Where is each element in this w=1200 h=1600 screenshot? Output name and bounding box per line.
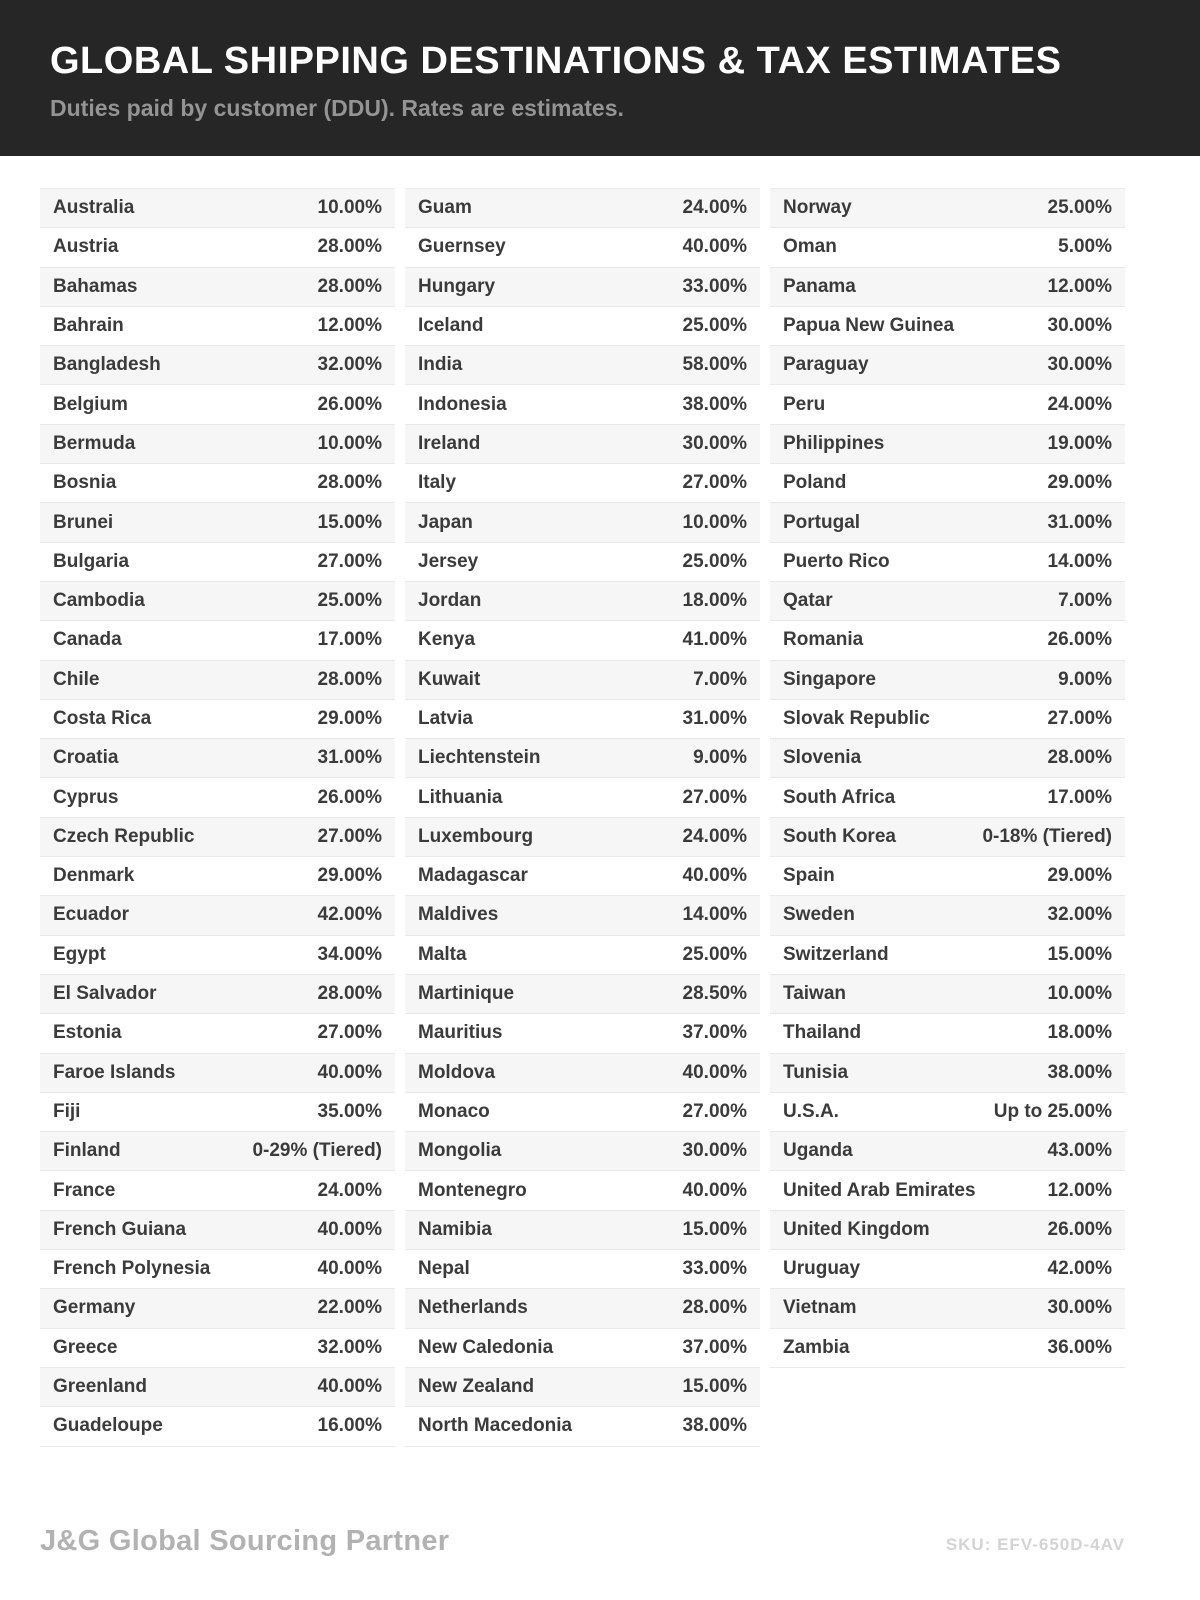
table-row: [770, 818, 1125, 857]
table-row: [405, 1132, 760, 1171]
table-row: [40, 1054, 395, 1093]
table-row: [770, 857, 1125, 896]
tax-rate: 29.00%: [317, 708, 382, 729]
tax-rate: 32.00%: [317, 1336, 382, 1358]
page-subtitle: Duties paid by customer (DDU). Rates are estimates.: [50, 95, 624, 121]
country-name: Estonia: [53, 1022, 122, 1044]
country-name: Martinique: [418, 983, 515, 1005]
tax-rate: 33.00%: [682, 275, 747, 297]
country-name: Belgium: [53, 393, 128, 415]
table-row: [40, 425, 395, 464]
tax-rate: 40.00%: [317, 1376, 382, 1398]
table-row: [770, 543, 1125, 582]
table-row: [405, 464, 760, 503]
country-name: North Macedonia: [418, 1415, 573, 1437]
tax-rate: 32.00%: [1047, 904, 1112, 926]
tax-rate: 0-29% (Tiered): [252, 1140, 382, 1162]
tax-rate: 30.00%: [682, 432, 747, 454]
country-name: Greenland: [53, 1376, 147, 1398]
table-row: [405, 228, 760, 267]
table-row: [40, 778, 395, 817]
tax-rate: 40.00%: [682, 236, 747, 258]
tax-rate: 9.00%: [693, 747, 747, 769]
country-name: Tunisia: [783, 1061, 849, 1083]
table-row: [405, 503, 760, 542]
tax-rate: 28.00%: [317, 983, 382, 1005]
tax-rate: 12.00%: [317, 315, 382, 337]
tax-rate: 10.00%: [1047, 983, 1112, 1005]
table-row: [40, 503, 395, 542]
country-name: Kenya: [418, 629, 476, 651]
country-name: Canada: [53, 629, 122, 651]
tax-rate: 14.00%: [1047, 550, 1112, 572]
country-name: French Polynesia: [53, 1258, 211, 1280]
tax-rate: 27.00%: [317, 1022, 382, 1044]
tax-rate: 25.00%: [682, 315, 747, 337]
table-row: [40, 1211, 395, 1250]
rates-column-1: [40, 188, 395, 1447]
tax-rate: 28.00%: [317, 275, 382, 297]
rates-column-2: [405, 188, 760, 1447]
tax-rate: 40.00%: [317, 1218, 382, 1240]
table-row: [405, 189, 760, 228]
tax-rate: 40.00%: [682, 1179, 747, 1201]
country-name: Cambodia: [53, 590, 145, 612]
table-row: [770, 739, 1125, 778]
country-name: South Korea: [783, 825, 896, 847]
country-name: Bahrain: [53, 315, 124, 337]
table-row: [770, 503, 1125, 542]
country-name: Qatar: [783, 590, 833, 612]
table-row: [40, 1171, 395, 1210]
country-name: Panama: [783, 275, 856, 297]
table-row: [770, 700, 1125, 739]
country-name: Czech Republic: [53, 825, 195, 847]
table-row: [770, 621, 1125, 660]
tax-rate: 7.00%: [1058, 590, 1112, 612]
tax-rate: 24.00%: [682, 825, 747, 847]
country-name: Iceland: [418, 315, 484, 337]
tax-rate: 27.00%: [682, 786, 747, 808]
table-row: [405, 936, 760, 975]
table-row: [405, 1329, 760, 1368]
country-name: Ireland: [418, 432, 481, 454]
country-name: Switzerland: [783, 943, 889, 965]
tax-rate: 32.00%: [317, 354, 382, 376]
tax-rate: 31.00%: [1047, 511, 1112, 533]
tax-rate: 16.00%: [317, 1415, 382, 1437]
tax-rate: 25.00%: [682, 943, 747, 965]
country-name: Australia: [53, 197, 135, 219]
tax-rate: 41.00%: [682, 629, 747, 651]
table-row: [40, 1368, 395, 1407]
tax-rate: 26.00%: [1047, 629, 1112, 651]
country-name: Taiwan: [783, 983, 846, 1005]
page-footer: [0, 1525, 1200, 1558]
tax-rate: 29.00%: [317, 865, 382, 887]
country-name: Faroe Islands: [53, 1061, 176, 1083]
country-name: French Guiana: [53, 1218, 187, 1240]
table-row: [770, 385, 1125, 424]
table-row: [405, 857, 760, 896]
table-row: [405, 1054, 760, 1093]
country-name: Poland: [783, 472, 847, 494]
country-name: Ecuador: [53, 904, 130, 926]
country-name: Austria: [53, 236, 119, 258]
country-name: Netherlands: [418, 1297, 528, 1319]
tax-rate: 24.00%: [317, 1179, 382, 1201]
country-name: Bosnia: [53, 472, 117, 494]
tax-rate: 15.00%: [1047, 943, 1112, 965]
table-row: [770, 464, 1125, 503]
tax-rate: 15.00%: [682, 1218, 747, 1240]
table-row: [40, 896, 395, 935]
country-name: Slovenia: [783, 747, 862, 769]
tax-rate: 30.00%: [1047, 1297, 1112, 1319]
table-row: [770, 1289, 1125, 1328]
country-name: South Africa: [783, 786, 896, 808]
table-row: [40, 1329, 395, 1368]
country-name: Italy: [418, 472, 457, 494]
country-name: El Salvador: [53, 983, 157, 1005]
country-name: Egypt: [53, 943, 106, 965]
tax-rate: 30.00%: [682, 1140, 747, 1162]
tax-rate: 40.00%: [682, 865, 747, 887]
tax-rate: 27.00%: [1047, 708, 1112, 729]
country-name: Hungary: [418, 275, 496, 297]
country-name: Bahamas: [53, 275, 138, 297]
table-row: [40, 228, 395, 267]
country-name: Romania: [783, 629, 864, 651]
table-row: [40, 1407, 395, 1446]
country-name: Japan: [418, 511, 473, 533]
tax-rate: 31.00%: [682, 708, 747, 729]
table-row: [40, 582, 395, 621]
table-row: [40, 1289, 395, 1328]
table-row: [405, 778, 760, 817]
table-row: [405, 1407, 760, 1446]
country-name: India: [418, 354, 463, 376]
table-row: [405, 975, 760, 1014]
country-name: Mauritius: [418, 1022, 503, 1044]
country-name: Zambia: [783, 1336, 850, 1358]
country-name: Sweden: [783, 904, 855, 926]
page-title: GLOBAL SHIPPING DESTINATIONS & TAX ESTIMATES: [50, 40, 1062, 82]
table-row: [40, 464, 395, 503]
table-row: [405, 307, 760, 346]
tax-rate: 26.00%: [317, 393, 382, 415]
country-name: Peru: [783, 393, 826, 415]
country-name: Jordan: [418, 590, 482, 612]
tax-rate: 29.00%: [1047, 472, 1112, 494]
country-name: Mongolia: [418, 1140, 502, 1162]
tax-rate: 15.00%: [682, 1376, 747, 1398]
tax-rate: 12.00%: [1047, 1179, 1112, 1201]
country-name: Puerto Rico: [783, 550, 890, 572]
tax-rate: 17.00%: [1047, 786, 1112, 808]
tax-rate: 5.00%: [1058, 236, 1112, 258]
country-name: Jersey: [418, 550, 479, 572]
tax-rate: 42.00%: [1047, 1258, 1112, 1280]
country-name: Brunei: [53, 511, 114, 533]
tax-rate: 40.00%: [682, 1061, 747, 1083]
rates-column-3: [770, 188, 1125, 1368]
country-name: Spain: [783, 865, 835, 887]
table-row: [770, 425, 1125, 464]
country-name: Namibia: [418, 1218, 492, 1240]
country-name: New Zealand: [418, 1376, 535, 1398]
tax-rate: 40.00%: [317, 1258, 382, 1280]
tax-rate: 27.00%: [317, 825, 382, 847]
tax-rate: 24.00%: [682, 197, 747, 219]
table-row: [405, 268, 760, 307]
table-row: [770, 936, 1125, 975]
country-name: Malta: [418, 943, 467, 965]
tax-rate: 31.00%: [317, 747, 382, 769]
table-row: [40, 700, 395, 739]
country-name: Liechtenstein: [418, 747, 541, 769]
table-row: [770, 268, 1125, 307]
tax-rate: 38.00%: [1047, 1061, 1112, 1083]
table-row: [770, 1329, 1125, 1368]
tax-rate: 18.00%: [1047, 1022, 1112, 1044]
tax-rate: 10.00%: [317, 432, 382, 454]
tax-rate: 30.00%: [1047, 315, 1112, 337]
table-row: [770, 896, 1125, 935]
country-name: Latvia: [418, 708, 473, 729]
tax-rate: 10.00%: [682, 511, 747, 533]
tax-rate: 15.00%: [317, 511, 382, 533]
country-name: Bangladesh: [53, 354, 161, 376]
country-name: France: [53, 1179, 116, 1201]
tax-rate: 10.00%: [317, 197, 382, 219]
tax-rate: 12.00%: [1047, 275, 1112, 297]
table-row: [40, 857, 395, 896]
tax-rate: 14.00%: [682, 904, 747, 926]
table-row: [40, 1250, 395, 1289]
country-name: Cyprus: [53, 786, 119, 808]
tax-rate: 19.00%: [1047, 432, 1112, 454]
country-name: Norway: [783, 197, 852, 219]
tax-rate: 26.00%: [317, 786, 382, 808]
table-row: [770, 1054, 1125, 1093]
table-row: [405, 896, 760, 935]
table-row: [770, 975, 1125, 1014]
table-row: [770, 778, 1125, 817]
tax-rate: 22.00%: [317, 1297, 382, 1319]
country-name: Denmark: [53, 865, 135, 887]
table-row: [770, 189, 1125, 228]
tax-rate: 18.00%: [682, 590, 747, 612]
tax-rate: 24.00%: [1047, 393, 1112, 415]
country-name: Madagascar: [418, 865, 528, 887]
table-row: [770, 228, 1125, 267]
table-row: [770, 1093, 1125, 1132]
tax-rate: 58.00%: [682, 354, 747, 376]
table-row: [770, 661, 1125, 700]
country-name: Monaco: [418, 1100, 490, 1122]
table-row: [405, 582, 760, 621]
table-row: [40, 739, 395, 778]
tax-rate: 29.00%: [1047, 865, 1112, 887]
table-row: [40, 621, 395, 660]
country-name: Montenegro: [418, 1179, 527, 1201]
country-name: Bulgaria: [53, 550, 130, 572]
table-row: [770, 1211, 1125, 1250]
table-row: [770, 1014, 1125, 1053]
table-row: [40, 975, 395, 1014]
table-row: [405, 621, 760, 660]
country-name: Singapore: [783, 668, 876, 690]
table-row: [405, 739, 760, 778]
tax-rate: 9.00%: [1058, 668, 1112, 690]
country-name: Chile: [53, 668, 100, 690]
tax-rate: 28.00%: [317, 236, 382, 258]
table-row: [405, 661, 760, 700]
table-row: [405, 818, 760, 857]
tax-rate: 27.00%: [682, 1100, 747, 1122]
tax-rate: 25.00%: [682, 550, 747, 572]
tax-rate: 27.00%: [317, 550, 382, 572]
table-row: [40, 1093, 395, 1132]
country-name: Luxembourg: [418, 825, 534, 847]
table-row: [770, 582, 1125, 621]
tax-rate: 7.00%: [693, 668, 747, 690]
country-name: Greece: [53, 1336, 118, 1358]
tax-rate: 34.00%: [317, 943, 382, 965]
table-row: [40, 189, 395, 228]
tax-rate: 25.00%: [317, 590, 382, 612]
country-name: Fiji: [53, 1100, 81, 1122]
tax-rate: 28.00%: [682, 1297, 747, 1319]
country-name: Uruguay: [783, 1258, 861, 1280]
table-row: [770, 1132, 1125, 1171]
country-name: Croatia: [53, 747, 119, 769]
tax-rate: 0-18% (Tiered): [982, 825, 1112, 847]
country-name: Nepal: [418, 1258, 470, 1280]
table-row: [405, 1211, 760, 1250]
tax-rate: 36.00%: [1047, 1336, 1112, 1358]
tax-rate: 37.00%: [682, 1022, 747, 1044]
country-name: Philippines: [783, 432, 885, 454]
table-row: [40, 346, 395, 385]
tax-rate: 26.00%: [1047, 1218, 1112, 1240]
country-name: Germany: [53, 1297, 136, 1319]
tax-rate: 35.00%: [317, 1100, 382, 1122]
country-name: Papua New Guinea: [783, 315, 955, 337]
country-name: Moldova: [418, 1061, 496, 1083]
country-name: U.S.A.: [783, 1100, 839, 1122]
table-row: [770, 346, 1125, 385]
table-row: [405, 346, 760, 385]
table-row: [40, 936, 395, 975]
country-name: Slovak Republic: [783, 708, 930, 729]
sku-label: SKU: EFV-650D-4AV: [945, 1535, 1125, 1554]
table-row: [405, 700, 760, 739]
tax-rate: 27.00%: [682, 472, 747, 494]
table-row: [405, 543, 760, 582]
country-name: Costa Rica: [53, 708, 152, 729]
tax-rate: 28.00%: [317, 472, 382, 494]
country-name: Finland: [53, 1140, 121, 1162]
tax-rate: 38.00%: [682, 1415, 747, 1437]
table-row: [405, 1250, 760, 1289]
tax-rate: 28.00%: [1047, 747, 1112, 769]
country-name: Lithuania: [418, 786, 503, 808]
country-name: Bermuda: [53, 432, 136, 454]
tax-rate: 28.50%: [682, 983, 747, 1005]
country-name: Guernsey: [418, 236, 506, 258]
country-name: Uganda: [783, 1140, 853, 1162]
rates-table: [0, 156, 1200, 1447]
table-row: [405, 425, 760, 464]
tax-rate: 42.00%: [317, 904, 382, 926]
table-row: [405, 1093, 760, 1132]
country-name: Vietnam: [783, 1297, 857, 1319]
country-name: Paraguay: [783, 354, 869, 376]
tax-rate: 37.00%: [682, 1336, 747, 1358]
country-name: Thailand: [783, 1022, 862, 1044]
country-name: Indonesia: [418, 393, 507, 415]
table-row: [405, 1289, 760, 1328]
country-name: Oman: [783, 236, 837, 258]
country-name: United Arab Emirates: [783, 1179, 976, 1201]
country-name: Guam: [418, 197, 472, 219]
table-row: [40, 385, 395, 424]
tax-rate: 25.00%: [1047, 197, 1112, 219]
table-row: [405, 1368, 760, 1407]
tax-rate: 17.00%: [317, 629, 382, 651]
brand-name: J&G Global Sourcing Partner: [40, 1525, 450, 1557]
table-row: [40, 543, 395, 582]
page-header: [0, 0, 1200, 156]
table-row: [405, 1171, 760, 1210]
table-row: [40, 1014, 395, 1053]
table-row: [40, 307, 395, 346]
table-row: [405, 385, 760, 424]
tax-rate: 28.00%: [317, 668, 382, 690]
country-name: Maldives: [418, 904, 499, 926]
country-name: United Kingdom: [783, 1218, 930, 1240]
country-name: New Caledonia: [418, 1336, 554, 1358]
table-row: [770, 307, 1125, 346]
country-name: Guadeloupe: [53, 1415, 163, 1437]
tax-rate: 40.00%: [317, 1061, 382, 1083]
tax-rate: Up to 25.00%: [993, 1100, 1112, 1122]
table-row: [40, 661, 395, 700]
table-row: [405, 1014, 760, 1053]
table-row: [40, 1132, 395, 1171]
tax-rate: 38.00%: [682, 393, 747, 415]
country-name: Kuwait: [418, 668, 481, 690]
tax-rate: 30.00%: [1047, 354, 1112, 376]
tax-rate: 33.00%: [682, 1258, 747, 1280]
table-row: [40, 268, 395, 307]
country-name: Portugal: [783, 511, 861, 533]
table-row: [770, 1250, 1125, 1289]
tax-rate: 43.00%: [1047, 1140, 1112, 1162]
table-row: [770, 1171, 1125, 1210]
table-row: [40, 818, 395, 857]
